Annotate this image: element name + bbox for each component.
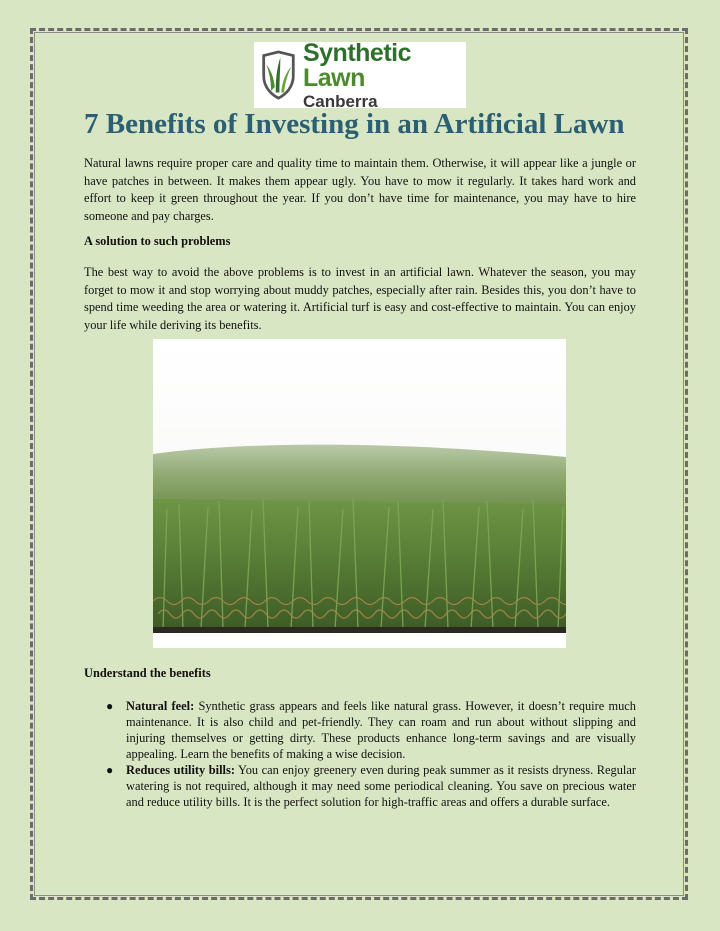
benefits-list [84,698,636,810]
bullet-label: Natural feel: [126,699,195,713]
page-title: 7 Benefits of Investing in an Artificial Lawn [84,108,625,140]
bullet-label: Reduces utility bills: [126,763,235,777]
section-heading-benefits: Understand the benefits [84,666,211,680]
bullet-icon: ● [106,699,114,713]
bullet-icon: ● [106,763,114,777]
list-item [84,698,636,762]
intro-paragraph: Natural lawns require proper care and quality time to maintain them. Otherwise, it will appear like a jungle or have patches in between. It makes them appear ugly. You have to mow it regularly. It takes hard work and effort to keep it green throughout the year. If you don’t have time for maintenance, you may have to hire someone and pay charges. [84,156,636,223]
list-item [84,762,636,810]
bullet-text: You can enjoy greenery even during peak summer as it resists dryness. Regular watering is not required, although it may need some periodical cleaning. You save on precious water and reduce utility bills. It is the perfect solution for high-traffic areas and offers a durable surface. [126,763,636,809]
logo-word-synthetic: Synthetic [302,38,411,67]
logo-word-lawn: Lawn [302,63,365,92]
bullet-text: Synthetic grass appears and feels like natural grass. However, it doesn’t require much maintenance. It is also child and pet-friendly. They can roam and run about without slipping and injuring themselves or getting dirty. These products enhance long-term savings and are visually appealing. Learn the benefits of making a wise decision. [126,699,636,761]
artificial-turf-photo [153,339,566,648]
company-logo [254,38,466,111]
turf-image [153,339,566,648]
shield-grass-logo-icon [260,48,297,102]
logo-word-canberra: Canberra [302,91,378,111]
logo-wordmark [302,38,466,111]
section-heading-solution: A solution to such problems [84,234,231,248]
solution-paragraph: The best way to avoid the above problems is to invest in an artificial lawn. Whatever the season, you may forget to mow it and stop worrying about muddy patches, especially after rain. Besides this, you don’t have to spend time weeding the area or watering it. Artificial turf is easy and cost-effective to maintain. You can enjoy your life while deriving its benefits. [84,265,636,332]
